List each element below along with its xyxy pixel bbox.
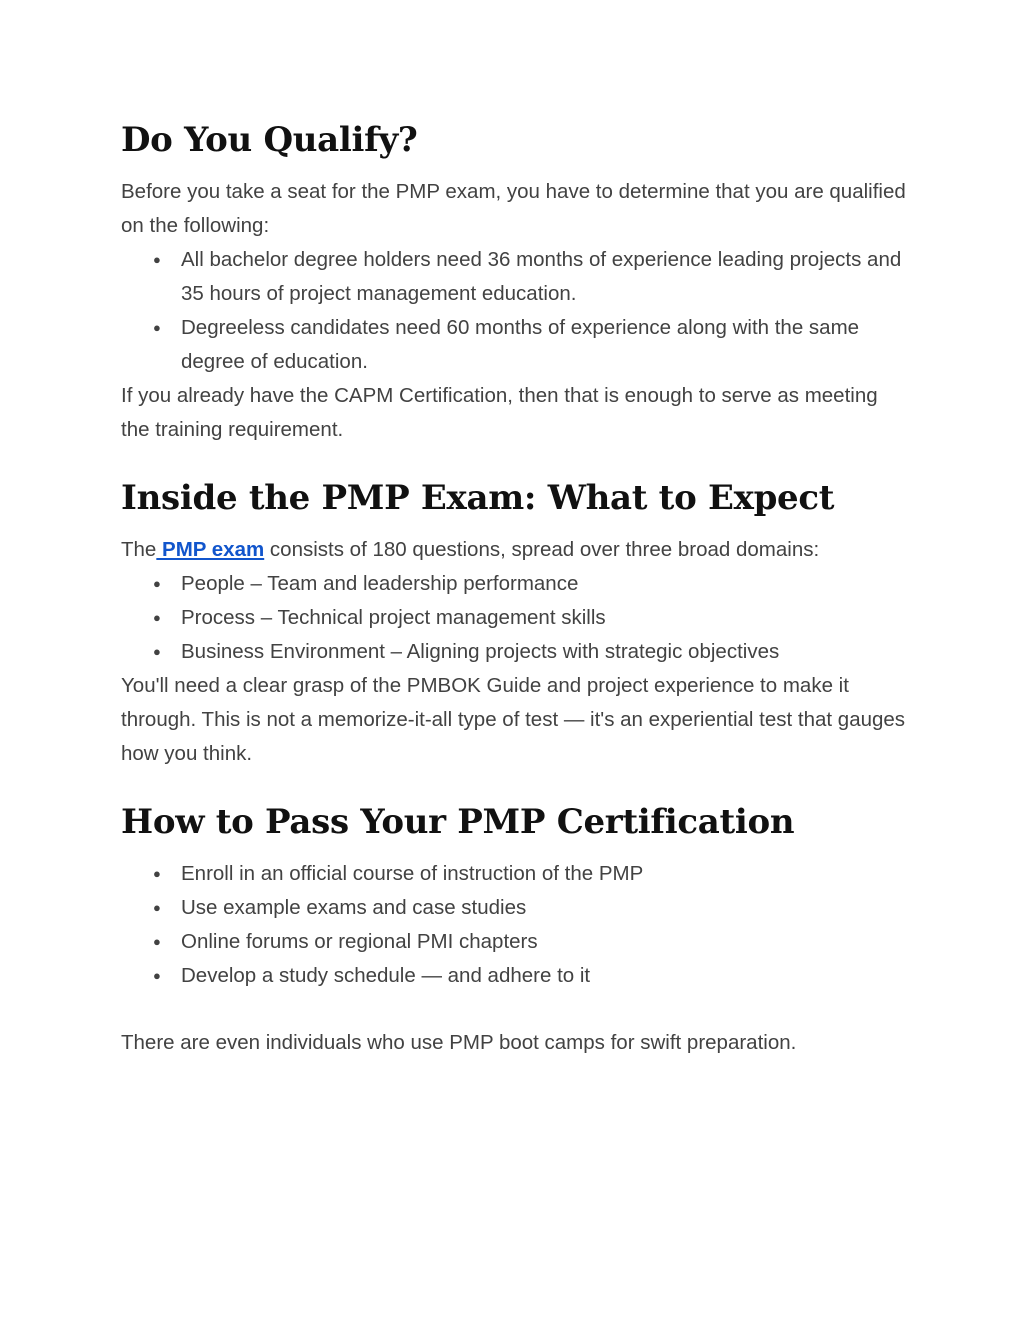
section-heading: How to Pass Your PMP Certification	[121, 802, 795, 842]
list-item-text: Enroll in an official course of instruction of the PMP	[181, 862, 644, 885]
bullet-icon: ●	[153, 934, 161, 949]
list-item	[121, 959, 911, 993]
list-item-text: Online forums or regional PMI chapters	[181, 930, 538, 953]
list-item	[121, 635, 911, 669]
bullet-icon: ●	[153, 644, 161, 659]
list-item	[121, 311, 911, 379]
intro-prefix: The	[121, 538, 157, 561]
bullet-list	[121, 243, 911, 379]
list-item	[121, 925, 911, 959]
list-item-text: Business Environment – Aligning projects with strategic objectives	[181, 640, 780, 663]
section-outro: You'll need a clear grasp of the PMBOK Guide and project experience to make it through. This is not a memorize-it-all type of test — it's an experiential test that gauges how you think.	[121, 674, 906, 765]
list-item-text: People – Team and leadership performance	[181, 572, 579, 595]
section-heading: Do You Qualify?	[121, 120, 418, 160]
list-item-text: Process – Technical project management skills	[181, 606, 606, 629]
bullet-icon: ●	[153, 900, 161, 915]
list-item	[121, 601, 911, 635]
intro-suffix: consists of 180 questions, spread over three broad domains:	[264, 538, 820, 561]
bullet-icon: ●	[153, 968, 161, 983]
list-item	[121, 891, 911, 925]
section-intro: Before you take a seat for the PMP exam, you have to determine that you are qualified on the following:	[121, 180, 906, 237]
section-how-to-pass	[121, 800, 911, 993]
section-heading: Inside the PMP Exam: What to Expect	[121, 478, 835, 518]
bullet-icon: ●	[153, 576, 161, 591]
closing-paragraph: There are even individuals who use PMP boot camps for swift preparation.	[121, 1031, 797, 1054]
bullet-icon: ●	[153, 320, 161, 335]
list-item	[121, 857, 911, 891]
bullet-list	[121, 857, 911, 993]
list-item-text: Develop a study schedule — and adhere to it	[181, 964, 591, 987]
section-outro: If you already have the CAPM Certification, then that is enough to serve as meeting the training requirement.	[121, 384, 878, 441]
section-exam-expect	[121, 476, 911, 771]
list-item-text: Use example exams and case studies	[181, 896, 527, 919]
bullet-icon: ●	[153, 252, 161, 267]
bullet-icon: ●	[153, 610, 161, 625]
list-item	[121, 567, 911, 601]
bullet-list	[121, 567, 911, 669]
section-qualify	[121, 118, 911, 447]
list-item	[121, 243, 911, 311]
list-item-text: Degreeless candidates need 60 months of experience along with the same degree of education.	[181, 316, 860, 373]
list-item-text: All bachelor degree holders need 36 months of experience leading projects and 35 hours of project management education.	[181, 248, 902, 305]
section-intro	[121, 533, 911, 567]
pmp-exam-link[interactable]: PMP exam	[156, 538, 265, 561]
bullet-icon: ●	[153, 866, 161, 881]
